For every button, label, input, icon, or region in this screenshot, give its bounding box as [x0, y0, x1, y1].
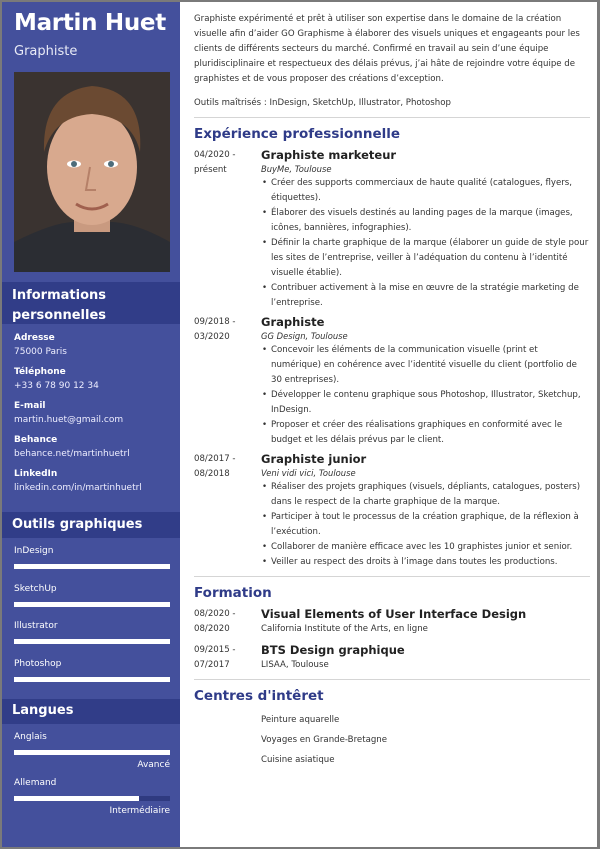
language-item [14, 730, 170, 772]
job-bullet: • Participer à tout le processus de la création graphique, de la réflexion à l’exécution. [261, 510, 590, 540]
tool-level-bar [14, 639, 170, 644]
address-label: Adresse [14, 333, 55, 343]
job-bullets [261, 480, 590, 570]
job-bullets [261, 176, 590, 311]
divider [194, 117, 590, 118]
job-dates [194, 452, 261, 570]
education-entry [194, 643, 590, 673]
interest-item: Voyages en Grande-Bretagne [261, 735, 388, 745]
language-level-bar [14, 750, 170, 755]
behance-link[interactable]: behance.net/martinhuetrl [14, 449, 130, 459]
phone-value: +33 6 78 90 12 34 [14, 381, 99, 391]
phone-label: Téléphone [14, 367, 66, 377]
job-dates [194, 315, 261, 448]
job-bullet: • Veiller au respect des droits à l’image dans toutes les productions. [261, 555, 590, 570]
email-label: E-mail [14, 401, 46, 411]
language-level: Avancé [137, 760, 170, 770]
tool-level-bar [14, 602, 170, 607]
linkedin-label: LinkedIn [14, 469, 58, 479]
address-value: 75000 Paris [14, 347, 67, 357]
tool-name: InDesign [14, 546, 54, 556]
job-bullet: • Proposer et créer des réalisations graphiques en conformité avec le budget et les délais prévus par le client. [261, 418, 590, 448]
experience-list [194, 148, 590, 570]
job-title: Graphiste [261, 315, 325, 329]
job-bullet: • Contribuer activement à la mise en œuvre de la stratégie marketing de l’entreprise. [261, 281, 590, 311]
job-dates [194, 148, 261, 311]
tools-header: Outils graphiques [2, 512, 180, 538]
tool-item [14, 657, 170, 695]
education-date-end: 08/2020 [194, 624, 230, 634]
job-body [261, 148, 590, 311]
tool-name: Photoshop [14, 658, 62, 669]
interest-item: Peinture aquarelle [261, 715, 340, 725]
job-body [261, 452, 590, 570]
education-title: Visual Elements of User Interface Design [261, 607, 527, 621]
interest-item: Cuisine asiatique [261, 755, 335, 765]
job-company: GG Design, Toulouse [261, 331, 348, 341]
language-name: Anglais [14, 732, 47, 742]
job-bullet: • Concevoir les éléments de la communication visuelle (print et numérique) en cohérence avec l’identité visuelle du client (portfolio de 30 entreprises). [261, 343, 590, 388]
divider [194, 576, 590, 577]
job-bullet: • Développer le contenu graphique sous Photoshop, Illustrator, Sketchup, InDesign. [261, 388, 590, 418]
candidate-role: Graphiste [14, 44, 78, 59]
tool-name: Illustrator [14, 621, 58, 631]
education-school: LISAA, Toulouse [261, 660, 329, 670]
job-bullet: • Collaborer de manière efficace avec les 10 graphistes junior et senior. [261, 540, 590, 555]
personal-info-list [14, 332, 174, 496]
languages-header: Langues [2, 699, 180, 724]
linkedin-link[interactable]: linkedin.com/in/martinhuetrl [14, 483, 142, 493]
education-entry [194, 607, 590, 637]
job-title: Graphiste marketeur [261, 148, 397, 162]
job-entry [194, 452, 590, 570]
education-dates [194, 607, 261, 637]
language-name: Allemand [14, 778, 57, 788]
education-title: Formation [194, 585, 272, 601]
bar-fill [14, 639, 170, 644]
interests-list [194, 710, 590, 770]
languages-list [14, 730, 170, 822]
behance-label: Behance [14, 435, 58, 445]
education-body [261, 607, 590, 637]
bar-fill [14, 750, 170, 755]
education-body [261, 643, 590, 673]
divider [194, 679, 590, 680]
job-date-start: 08/2017 - [194, 454, 236, 464]
bar-fill [14, 796, 139, 801]
education-date-start: 08/2020 - [194, 609, 236, 619]
education-school: California Institute of the Arts, en ligne [261, 624, 428, 634]
job-date-end: 03/2020 [194, 332, 230, 342]
job-bullet: • Réaliser des projets graphiques (visuels, dépliants, catalogues, posters) dans le respect de la charte graphique de la marque. [261, 480, 590, 510]
job-company: Veni vidi vici, Toulouse [261, 468, 356, 478]
job-date-end: 08/2018 [194, 469, 230, 479]
personal-info-header: Informations personnelles [2, 282, 180, 324]
job-date-start: 04/2020 - [194, 150, 236, 160]
language-item [14, 776, 170, 818]
experience-title: Expérience professionnelle [194, 126, 401, 142]
interests-title: Centres d'intêret [194, 688, 324, 704]
bar-fill [14, 677, 170, 682]
candidate-name: Martin Huet [14, 10, 166, 36]
bar-fill [14, 602, 170, 607]
tool-item [14, 544, 170, 582]
job-bullet: • Élaborer des visuels destinés au landing pages de la marque (images, icônes, bannières, infographies). [261, 206, 590, 236]
language-level: Intermédiaire [109, 806, 170, 816]
profile-photo [14, 72, 170, 272]
education-list [194, 607, 590, 673]
education-date-end: 07/2017 [194, 660, 230, 670]
job-date-end: présent [194, 165, 227, 175]
tool-item [14, 582, 170, 620]
job-bullets [261, 343, 590, 448]
language-level-bar [14, 796, 170, 801]
tools-list [14, 544, 170, 694]
job-company: BuyMe, Toulouse [261, 164, 332, 174]
education-date-start: 09/2015 - [194, 645, 236, 655]
tool-level-bar [14, 677, 170, 682]
job-title: Graphiste junior [261, 452, 367, 466]
job-bullet: • Créer des supports commerciaux de haute qualité (catalogues, flyers, étiquettes). [261, 176, 590, 206]
job-date-start: 09/2018 - [194, 317, 236, 327]
job-entry [194, 315, 590, 448]
summary-text: Graphiste expérimenté et prêt à utiliser son expertise dans le domaine de la création visuelle afin d’aider GO Graphisme à élaborer des visuels uniques et engageants pour les clients de différents secteurs du marché. Confirmé en travail au sein d’une équipe pluridisciplinaire et respectueux des délais prévus, j’ai hâte de rejoindre votre équipe de graphistes et de vous proposer des créations d’exception. [194, 14, 580, 84]
tool-level-bar [14, 564, 170, 569]
bar-fill [14, 564, 170, 569]
job-body [261, 315, 590, 448]
main-content [194, 12, 590, 770]
sidebar [2, 2, 180, 847]
education-dates [194, 643, 261, 673]
tool-name: SketchUp [14, 583, 57, 594]
job-entry [194, 148, 590, 311]
education-title: BTS Design graphique [261, 643, 405, 657]
summary-tools: Outils maîtrisés : InDesign, SketchUp, Illustrator, Photoshop [194, 98, 451, 108]
job-bullet: • Définir la charte graphique de la marque (élaborer un guide de style pour les sites de l’entreprise, veiller à l’adéquation du contenu à l’identité visuelle établie). [261, 236, 590, 281]
tool-item [14, 619, 170, 657]
email-value[interactable]: martin.huet@gmail.com [14, 415, 124, 425]
